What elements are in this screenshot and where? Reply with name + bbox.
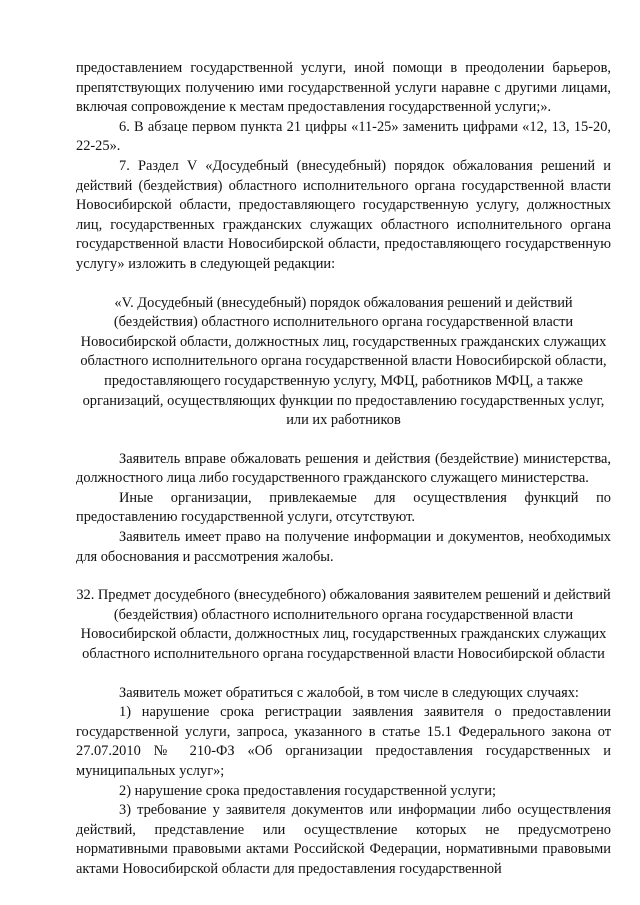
document-body (76, 59, 611, 880)
paragraph-item-7: 7. Раздел V «Досудебный (внесудебный) порядок обжалования решений и действий (бездействия) областного исполнительного органа государственной власти Новосибирской области, предоставляющего государственную услугу, должностных лиц, государственных гражданских служащих областного исполнительного органа государственной власти Новосибирской области, предоставляющего государственную услугу» изложить в следующей редакции: (76, 157, 611, 272)
paragraph-item-6: 6. В абзаце первом пункта 21 цифры «11-25» заменить цифрами «12, 13, 15-20, 22-25». (76, 118, 611, 155)
list-item-1: 1) нарушение срока регистрации заявления заявителя о предоставлении государственной услуги, запроса, указанного в статье 15.1 Федерального закона от 27.07.2010 № 210-ФЗ «Об организации предоставления государственных и муниципальных услуг»; (76, 704, 611, 779)
paragraph-appeal-right: Заявитель вправе обжаловать решения и действия (бездействие) министерства, должностного лица либо государственного гражданского служащего министерства. (76, 450, 611, 487)
paragraph-other-organizations: Иные организации, привлекаемые для осуществления функций по предоставлению государственной услуги, отсутствуют. (76, 489, 611, 526)
section-heading-v: «V. Досудебный (внесудебный) порядок обжалования решений и действий (бездействия) областного исполнительного органа государственной власти Новосибирской области, должностных лиц, государственных гражданских служащих областного исполнительного органа государственной власти Новосибирской области, предоставляющего государственную услугу, МФЦ, работников МФЦ, а также организаций, осуществляющих функции по предоставлению государственных услуг, или их работников (80, 294, 607, 429)
paragraph-information-right: Заявитель имеет право на получение информации и документов, необходимых для обоснования и рассмотрения жалобы. (76, 529, 611, 565)
section-heading-32: 32. Предмет досудебного (внесудебного) обжалования заявителем решений и действий (бездействия) областного исполнительного органа государственной власти Новосибирской области, должностных лиц, государственных гражданских служащих областного исполнительного органа государственной власти Новосибирской области (76, 587, 611, 663)
list-item-3: 3) требование у заявителя документов или информации либо осуществления действий, представление или осуществление которых не предусмотрено нормативными правовыми актами Российской Федерации, нормативными правовыми актами Новосибирской области для предоставления государственной (76, 802, 611, 877)
list-item-2: 2) нарушение срока предоставления государственной услуги; (119, 782, 496, 799)
paragraph-complaint-cases: Заявитель может обратиться с жалобой, в том числе в следующих случаях: (119, 684, 579, 701)
paragraph-continuation: предоставлением государственной услуги, иной помощи в преодолении барьеров, препятствующих получению ими государственной услуги наравне с другими лицами, включая сопровождение к местам предоставления государственной услуги;». (76, 60, 611, 116)
